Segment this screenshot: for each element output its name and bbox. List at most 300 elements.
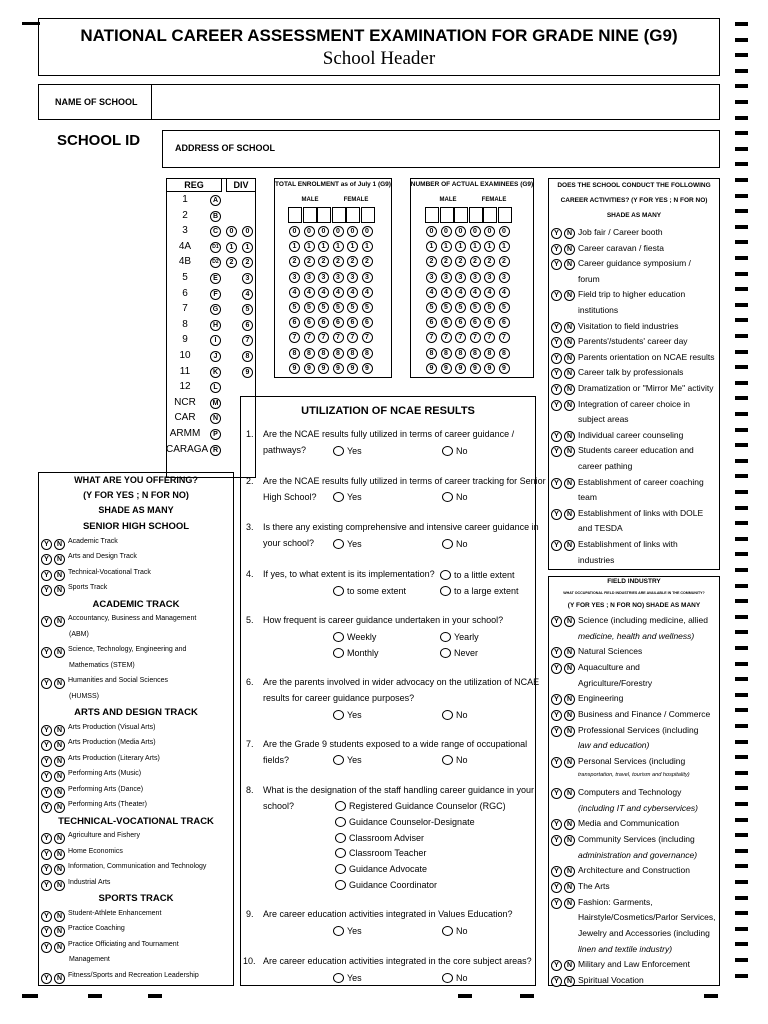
examinees-digit-bubble[interactable]: 0 [441, 226, 452, 237]
examinees-digit-bubble[interactable]: 1 [426, 241, 437, 252]
enrolment-digit-bubble[interactable]: 1 [289, 241, 300, 252]
answer-oval[interactable] [333, 755, 344, 765]
activity-item-no-bubble[interactable]: N [564, 400, 575, 411]
examinees-digit-bubble[interactable]: 8 [441, 348, 452, 359]
enrolment-digit-bubble[interactable]: 9 [333, 363, 344, 374]
reg-bubble[interactable]: J [210, 351, 221, 362]
q8-option[interactable] [335, 847, 426, 859]
activity-item-no-bubble[interactable]: N [564, 337, 575, 348]
enrolment-digit-bubble[interactable]: 0 [333, 226, 344, 237]
field-industry-item-no-bubble[interactable]: N [564, 757, 575, 768]
examinees-digit-bubble[interactable]: 0 [470, 226, 481, 237]
enrolment-digit-bubble[interactable]: 2 [347, 256, 358, 267]
examinees-digit-bubble[interactable]: 7 [499, 332, 510, 343]
reg-bubble[interactable]: F [210, 289, 221, 300]
examinees-digit-bubble[interactable]: 6 [441, 317, 452, 328]
activity-item-yes-bubble[interactable]: Y [551, 322, 562, 333]
enrolment-digit-bubble[interactable]: 5 [318, 302, 329, 313]
field-industry-item-no-bubble[interactable]: N [564, 960, 575, 971]
examinees-digit-bubble[interactable]: 2 [470, 256, 481, 267]
answer-oval[interactable] [442, 755, 453, 765]
reg-bubble[interactable]: P [210, 429, 221, 440]
reg-bubble[interactable]: E [210, 273, 221, 284]
answer-oval[interactable] [333, 446, 344, 456]
examinees-digit-bubble[interactable]: 5 [499, 302, 510, 313]
enrolment-digit-bubble[interactable]: 7 [289, 332, 300, 343]
reg-bubble[interactable]: C [210, 226, 221, 237]
enrolment-digit-bubble[interactable]: 6 [347, 317, 358, 328]
entry-cell[interactable] [288, 207, 302, 223]
q4-some[interactable] [333, 585, 406, 597]
activity-item-no-bubble[interactable]: N [564, 290, 575, 301]
examinees-digit-bubble[interactable]: 2 [499, 256, 510, 267]
field-industry-item-no-bubble[interactable]: N [564, 647, 575, 658]
examinees-digit-bubble[interactable]: 3 [441, 272, 452, 283]
offering-item-no-bubble[interactable]: N [54, 973, 65, 984]
offering-item-yes-bubble[interactable]: Y [41, 926, 52, 937]
offering-item-yes-bubble[interactable]: Y [41, 849, 52, 860]
answer-oval[interactable] [440, 570, 451, 580]
answer-oval[interactable] [335, 880, 346, 890]
examinees-digit-bubble[interactable]: 4 [426, 287, 437, 298]
answer-oval[interactable] [333, 492, 344, 502]
examinees-digit-bubble[interactable]: 7 [441, 332, 452, 343]
div-bubble[interactable]: 3 [242, 273, 253, 284]
answer-oval[interactable] [335, 848, 346, 858]
enrolment-digit-bubble[interactable]: 1 [362, 241, 373, 252]
examinees-digit-bubble[interactable]: 3 [426, 272, 437, 283]
enrolment-digit-bubble[interactable]: 8 [318, 348, 329, 359]
examinees-digit-bubble[interactable]: 5 [441, 302, 452, 313]
examinees-digit-bubble[interactable]: 2 [484, 256, 495, 267]
q1-no[interactable] [442, 445, 468, 457]
enrolment-digit-bubble[interactable]: 7 [362, 332, 373, 343]
examinees-digit-bubble[interactable]: 7 [484, 332, 495, 343]
examinees-digit-bubble[interactable]: 9 [426, 363, 437, 374]
div-bubble[interactable]: 7 [242, 335, 253, 346]
examinees-digit-bubble[interactable]: 3 [484, 272, 495, 283]
q9-yes[interactable] [333, 925, 362, 937]
offering-item-no-bubble[interactable]: N [54, 926, 65, 937]
activity-item-no-bubble[interactable]: N [564, 259, 575, 270]
enrolment-digit-bubble[interactable]: 9 [318, 363, 329, 374]
field-industry-item-yes-bubble[interactable]: Y [551, 616, 562, 627]
div-bubble[interactable]: 0 [242, 226, 253, 237]
examinees-digit-bubble[interactable]: 9 [441, 363, 452, 374]
enrolment-digit-bubble[interactable]: 3 [289, 272, 300, 283]
examinees-digit-bubble[interactable]: 4 [455, 287, 466, 298]
examinees-digit-bubble[interactable]: 0 [484, 226, 495, 237]
q5-never[interactable] [440, 647, 478, 659]
entry-cell[interactable] [303, 207, 317, 223]
field-industry-item-yes-bubble[interactable]: Y [551, 960, 562, 971]
offering-item-no-bubble[interactable]: N [54, 539, 65, 550]
offering-item-yes-bubble[interactable]: Y [41, 756, 52, 767]
field-industry-item-yes-bubble[interactable]: Y [551, 835, 562, 846]
examinees-digit-bubble[interactable]: 0 [499, 226, 510, 237]
answer-oval[interactable] [333, 632, 344, 642]
offering-item-yes-bubble[interactable]: Y [41, 787, 52, 798]
answer-oval[interactable] [335, 801, 346, 811]
entry-cell[interactable] [454, 207, 468, 223]
activity-item-no-bubble[interactable]: N [564, 509, 575, 520]
enrolment-digit-bubble[interactable]: 6 [333, 317, 344, 328]
q4-large[interactable] [440, 585, 519, 597]
field-industry-item-yes-bubble[interactable]: Y [551, 819, 562, 830]
reg-bubble[interactable]: H [210, 320, 221, 331]
offering-item-yes-bubble[interactable]: Y [41, 616, 52, 627]
reg-bubble[interactable]: D1 [210, 242, 221, 253]
offering-item-yes-bubble[interactable]: Y [41, 678, 52, 689]
offering-item-yes-bubble[interactable]: Y [41, 570, 52, 581]
offering-item-no-bubble[interactable]: N [54, 787, 65, 798]
q8-option[interactable] [335, 800, 506, 812]
offering-item-no-bubble[interactable]: N [54, 864, 65, 875]
examinees-digit-bubble[interactable]: 7 [470, 332, 481, 343]
enrolment-digit-bubble[interactable]: 3 [318, 272, 329, 283]
enrolment-digit-bubble[interactable]: 2 [362, 256, 373, 267]
field-industry-item-no-bubble[interactable]: N [564, 866, 575, 877]
activity-item-no-bubble[interactable]: N [564, 368, 575, 379]
examinees-digit-bubble[interactable]: 5 [455, 302, 466, 313]
q8-option[interactable] [335, 832, 424, 844]
enrolment-digit-bubble[interactable]: 1 [333, 241, 344, 252]
q2-yes[interactable] [333, 491, 362, 503]
reg-bubble[interactable]: M [210, 398, 221, 409]
offering-item-no-bubble[interactable]: N [54, 833, 65, 844]
field-industry-item-no-bubble[interactable]: N [564, 819, 575, 830]
enrolment-digit-bubble[interactable]: 4 [333, 287, 344, 298]
q7-yes[interactable] [333, 754, 362, 766]
field-industry-item-yes-bubble[interactable]: Y [551, 726, 562, 737]
answer-oval[interactable] [335, 864, 346, 874]
q6-yes[interactable] [333, 709, 362, 721]
examinees-digit-bubble[interactable]: 6 [470, 317, 481, 328]
enrolment-digit-bubble[interactable]: 3 [362, 272, 373, 283]
answer-oval[interactable] [333, 539, 344, 549]
offering-item-no-bubble[interactable]: N [54, 740, 65, 751]
enrolment-digit-bubble[interactable]: 9 [362, 363, 373, 374]
offering-item-no-bubble[interactable]: N [54, 880, 65, 891]
offering-item-yes-bubble[interactable]: Y [41, 973, 52, 984]
enrolment-digit-bubble[interactable]: 7 [333, 332, 344, 343]
examinees-digit-bubble[interactable]: 9 [484, 363, 495, 374]
field-industry-item-no-bubble[interactable]: N [564, 835, 575, 846]
examinees-digit-bubble[interactable]: 3 [470, 272, 481, 283]
activity-item-yes-bubble[interactable]: Y [551, 353, 562, 364]
answer-oval[interactable] [333, 586, 344, 596]
reg-bubble[interactable]: L [210, 382, 221, 393]
examinees-digit-bubble[interactable]: 2 [455, 256, 466, 267]
activity-item-yes-bubble[interactable]: Y [551, 290, 562, 301]
examinees-digit-bubble[interactable]: 1 [455, 241, 466, 252]
offering-item-yes-bubble[interactable]: Y [41, 771, 52, 782]
examinees-digit-bubble[interactable]: 6 [499, 317, 510, 328]
field-industry-item-no-bubble[interactable]: N [564, 898, 575, 909]
offering-item-no-bubble[interactable]: N [54, 771, 65, 782]
examinees-digit-bubble[interactable]: 6 [455, 317, 466, 328]
activity-item-yes-bubble[interactable]: Y [551, 540, 562, 551]
entry-cell[interactable] [425, 207, 439, 223]
examinees-digit-bubble[interactable]: 8 [455, 348, 466, 359]
enrolment-digit-bubble[interactable]: 4 [289, 287, 300, 298]
answer-oval[interactable] [333, 926, 344, 936]
answer-oval[interactable] [440, 648, 451, 658]
offering-item-no-bubble[interactable]: N [54, 725, 65, 736]
activity-item-yes-bubble[interactable]: Y [551, 431, 562, 442]
offering-item-yes-bubble[interactable]: Y [41, 942, 52, 953]
examinees-digit-bubble[interactable]: 1 [484, 241, 495, 252]
div-bubble[interactable]: 8 [242, 351, 253, 362]
div-bubble[interactable]: 2 [242, 257, 253, 268]
answer-oval[interactable] [442, 446, 453, 456]
answer-oval[interactable] [440, 586, 451, 596]
q8-option[interactable] [335, 863, 427, 875]
offering-item-no-bubble[interactable]: N [54, 554, 65, 565]
enrolment-digit-bubble[interactable]: 8 [333, 348, 344, 359]
enrolment-digit-bubble[interactable]: 2 [333, 256, 344, 267]
enrolment-digit-bubble[interactable]: 7 [347, 332, 358, 343]
offering-item-yes-bubble[interactable]: Y [41, 864, 52, 875]
offering-item-yes-bubble[interactable]: Y [41, 585, 52, 596]
offering-item-no-bubble[interactable]: N [54, 849, 65, 860]
activity-item-no-bubble[interactable]: N [564, 540, 575, 551]
div-bubble[interactable]: 0 [226, 226, 237, 237]
div-bubble[interactable]: 1 [242, 242, 253, 253]
enrolment-digit-bubble[interactable]: 6 [304, 317, 315, 328]
div-bubble[interactable]: 9 [242, 367, 253, 378]
enrolment-digit-bubble[interactable]: 4 [318, 287, 329, 298]
entry-cell[interactable] [361, 207, 375, 223]
examinees-digit-bubble[interactable]: 8 [499, 348, 510, 359]
enrolment-digit-bubble[interactable]: 0 [318, 226, 329, 237]
enrolment-digit-bubble[interactable]: 4 [347, 287, 358, 298]
field-industry-item-yes-bubble[interactable]: Y [551, 976, 562, 987]
q5-weekly[interactable] [333, 631, 376, 643]
activity-item-yes-bubble[interactable]: Y [551, 228, 562, 239]
q4-little[interactable] [440, 569, 515, 581]
reg-bubble[interactable]: I [210, 335, 221, 346]
activity-item-no-bubble[interactable]: N [564, 384, 575, 395]
enrolment-digit-bubble[interactable]: 5 [362, 302, 373, 313]
enrolment-digit-bubble[interactable]: 4 [304, 287, 315, 298]
examinees-digit-bubble[interactable]: 9 [455, 363, 466, 374]
examinees-digit-bubble[interactable]: 5 [470, 302, 481, 313]
reg-bubble[interactable]: N [210, 413, 221, 424]
activity-item-no-bubble[interactable]: N [564, 446, 575, 457]
answer-oval[interactable] [333, 973, 344, 983]
answer-oval[interactable] [442, 710, 453, 720]
offering-item-no-bubble[interactable]: N [54, 585, 65, 596]
field-industry-item-yes-bubble[interactable]: Y [551, 663, 562, 674]
examinees-digit-bubble[interactable]: 9 [499, 363, 510, 374]
answer-oval[interactable] [442, 973, 453, 983]
examinees-digit-bubble[interactable]: 4 [499, 287, 510, 298]
activity-item-no-bubble[interactable]: N [564, 228, 575, 239]
reg-bubble[interactable]: G [210, 304, 221, 315]
entry-cell[interactable] [346, 207, 360, 223]
activity-item-no-bubble[interactable]: N [564, 478, 575, 489]
examinees-digit-bubble[interactable]: 8 [470, 348, 481, 359]
enrolment-digit-bubble[interactable]: 9 [289, 363, 300, 374]
offering-item-yes-bubble[interactable]: Y [41, 539, 52, 550]
field-industry-item-yes-bubble[interactable]: Y [551, 788, 562, 799]
entry-cell[interactable] [469, 207, 483, 223]
offering-item-yes-bubble[interactable]: Y [41, 833, 52, 844]
examinees-digit-bubble[interactable]: 1 [499, 241, 510, 252]
examinees-digit-bubble[interactable]: 4 [441, 287, 452, 298]
entry-cell[interactable] [332, 207, 346, 223]
answer-oval[interactable] [335, 833, 346, 843]
enrolment-digit-bubble[interactable]: 0 [289, 226, 300, 237]
activity-item-yes-bubble[interactable]: Y [551, 337, 562, 348]
activity-item-yes-bubble[interactable]: Y [551, 368, 562, 379]
q3-no[interactable] [442, 538, 468, 550]
offering-item-no-bubble[interactable]: N [54, 911, 65, 922]
entry-cell[interactable] [317, 207, 331, 223]
answer-oval[interactable] [333, 710, 344, 720]
enrolment-digit-bubble[interactable]: 7 [304, 332, 315, 343]
offering-item-yes-bubble[interactable]: Y [41, 911, 52, 922]
examinees-digit-bubble[interactable]: 5 [484, 302, 495, 313]
reg-bubble[interactable]: B [210, 211, 221, 222]
offering-item-no-bubble[interactable]: N [54, 570, 65, 581]
examinees-digit-bubble[interactable]: 7 [426, 332, 437, 343]
enrolment-digit-bubble[interactable]: 1 [318, 241, 329, 252]
answer-oval[interactable] [333, 648, 344, 658]
activity-item-no-bubble[interactable]: N [564, 322, 575, 333]
enrolment-digit-bubble[interactable]: 5 [333, 302, 344, 313]
enrolment-digit-bubble[interactable]: 1 [347, 241, 358, 252]
examinees-digit-bubble[interactable]: 6 [426, 317, 437, 328]
q5-yearly[interactable] [440, 631, 479, 643]
examinees-digit-bubble[interactable]: 4 [484, 287, 495, 298]
field-industry-item-yes-bubble[interactable]: Y [551, 898, 562, 909]
enrolment-digit-bubble[interactable]: 9 [347, 363, 358, 374]
answer-oval[interactable] [335, 817, 346, 827]
reg-bubble[interactable]: A [210, 195, 221, 206]
enrolment-digit-bubble[interactable]: 8 [362, 348, 373, 359]
enrolment-digit-bubble[interactable]: 5 [304, 302, 315, 313]
examinees-digit-bubble[interactable]: 0 [455, 226, 466, 237]
examinees-digit-bubble[interactable]: 0 [426, 226, 437, 237]
examinees-digit-bubble[interactable]: 5 [426, 302, 437, 313]
enrolment-digit-bubble[interactable]: 7 [318, 332, 329, 343]
enrolment-digit-bubble[interactable]: 1 [304, 241, 315, 252]
enrolment-digit-bubble[interactable]: 2 [289, 256, 300, 267]
offering-item-no-bubble[interactable]: N [54, 616, 65, 627]
field-industry-item-yes-bubble[interactable]: Y [551, 647, 562, 658]
q8-option[interactable] [335, 879, 437, 891]
q6-no[interactable] [442, 709, 468, 721]
enrolment-digit-bubble[interactable]: 5 [347, 302, 358, 313]
offering-item-yes-bubble[interactable]: Y [41, 647, 52, 658]
enrolment-digit-bubble[interactable]: 2 [304, 256, 315, 267]
offering-item-yes-bubble[interactable]: Y [41, 802, 52, 813]
q10-no[interactable] [442, 972, 468, 984]
activity-item-yes-bubble[interactable]: Y [551, 384, 562, 395]
answer-oval[interactable] [442, 539, 453, 549]
examinees-digit-bubble[interactable]: 1 [441, 241, 452, 252]
field-industry-item-no-bubble[interactable]: N [564, 694, 575, 705]
div-bubble[interactable]: 6 [242, 320, 253, 331]
enrolment-digit-bubble[interactable]: 3 [333, 272, 344, 283]
field-industry-item-no-bubble[interactable]: N [564, 788, 575, 799]
div-bubble[interactable]: 4 [242, 289, 253, 300]
q1-yes[interactable] [333, 445, 362, 457]
offering-item-no-bubble[interactable]: N [54, 942, 65, 953]
field-industry-item-no-bubble[interactable]: N [564, 976, 575, 987]
examinees-digit-bubble[interactable]: 8 [484, 348, 495, 359]
entry-cell[interactable] [440, 207, 454, 223]
offering-item-no-bubble[interactable]: N [54, 647, 65, 658]
offering-item-yes-bubble[interactable]: Y [41, 725, 52, 736]
answer-oval[interactable] [442, 926, 453, 936]
answer-oval[interactable] [440, 632, 451, 642]
field-industry-item-no-bubble[interactable]: N [564, 663, 575, 674]
activity-item-yes-bubble[interactable]: Y [551, 259, 562, 270]
activity-item-no-bubble[interactable]: N [564, 431, 575, 442]
offering-item-yes-bubble[interactable]: Y [41, 880, 52, 891]
entry-cell[interactable] [498, 207, 512, 223]
enrolment-digit-bubble[interactable]: 2 [318, 256, 329, 267]
field-industry-item-yes-bubble[interactable]: Y [551, 866, 562, 877]
field-industry-item-no-bubble[interactable]: N [564, 616, 575, 627]
field-industry-item-no-bubble[interactable]: N [564, 710, 575, 721]
div-bubble[interactable]: 5 [242, 304, 253, 315]
enrolment-digit-bubble[interactable]: 4 [362, 287, 373, 298]
answer-oval[interactable] [442, 492, 453, 502]
q10-yes[interactable] [333, 972, 362, 984]
activity-item-yes-bubble[interactable]: Y [551, 509, 562, 520]
q5-monthly[interactable] [333, 647, 379, 659]
enrolment-digit-bubble[interactable]: 3 [347, 272, 358, 283]
q7-no[interactable] [442, 754, 468, 766]
examinees-digit-bubble[interactable]: 3 [499, 272, 510, 283]
activity-item-no-bubble[interactable]: N [564, 353, 575, 364]
enrolment-digit-bubble[interactable]: 9 [304, 363, 315, 374]
activity-item-yes-bubble[interactable]: Y [551, 244, 562, 255]
q2-no[interactable] [442, 491, 468, 503]
enrolment-digit-bubble[interactable]: 0 [362, 226, 373, 237]
reg-bubble[interactable]: K [210, 367, 221, 378]
examinees-digit-bubble[interactable]: 7 [455, 332, 466, 343]
offering-item-yes-bubble[interactable]: Y [41, 554, 52, 565]
enrolment-digit-bubble[interactable]: 6 [289, 317, 300, 328]
activity-item-yes-bubble[interactable]: Y [551, 446, 562, 457]
div-bubble[interactable]: 2 [226, 257, 237, 268]
enrolment-digit-bubble[interactable]: 6 [318, 317, 329, 328]
examinees-digit-bubble[interactable]: 2 [426, 256, 437, 267]
activity-item-no-bubble[interactable]: N [564, 244, 575, 255]
activity-item-yes-bubble[interactable]: Y [551, 400, 562, 411]
enrolment-digit-bubble[interactable]: 5 [289, 302, 300, 313]
enrolment-digit-bubble[interactable]: 8 [289, 348, 300, 359]
field-industry-item-yes-bubble[interactable]: Y [551, 694, 562, 705]
enrolment-digit-bubble[interactable]: 6 [362, 317, 373, 328]
activity-item-yes-bubble[interactable]: Y [551, 478, 562, 489]
examinees-digit-bubble[interactable]: 6 [484, 317, 495, 328]
div-bubble[interactable]: 1 [226, 242, 237, 253]
enrolment-digit-bubble[interactable]: 3 [304, 272, 315, 283]
q3-yes[interactable] [333, 538, 362, 550]
enrolment-digit-bubble[interactable]: 8 [347, 348, 358, 359]
enrolment-digit-bubble[interactable]: 0 [304, 226, 315, 237]
offering-item-no-bubble[interactable]: N [54, 802, 65, 813]
examinees-digit-bubble[interactable]: 3 [455, 272, 466, 283]
reg-bubble[interactable]: D2 [210, 257, 221, 268]
entry-cell[interactable] [483, 207, 497, 223]
